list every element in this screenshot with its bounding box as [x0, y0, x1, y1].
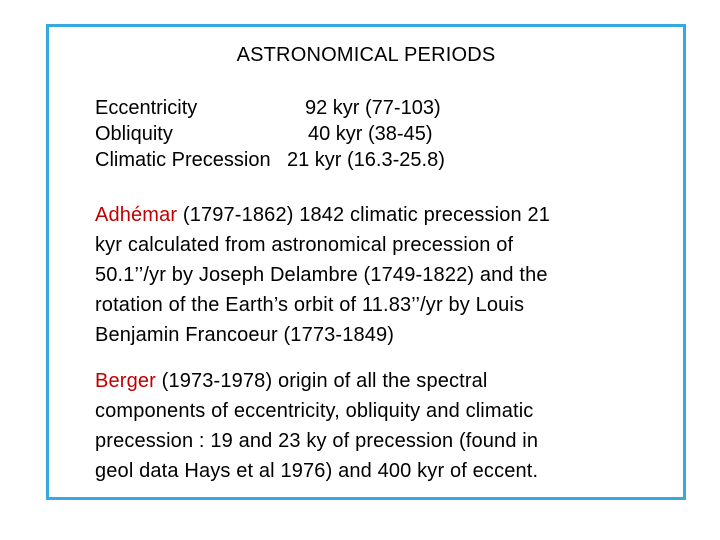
highlighted-name: Adhémar [95, 204, 178, 226]
paragraph-line [95, 200, 655, 230]
paragraph-line: 50.1’’/yr by Joseph Delambre (1749-1822) and the [95, 264, 548, 286]
period-value: 21 kyr (16.3-25.8) [287, 149, 445, 171]
period-name: Climatic Precession [95, 149, 271, 171]
paragraph-line: components of eccentricity, obliquity and climatic [95, 400, 534, 422]
adhemar-paragraph [95, 200, 655, 350]
paragraph-line: rotation of the Earth’s orbit of 11.83’’/yr by Louis [95, 294, 525, 316]
paragraph-line: Benjamin Francoeur (1773-1849) [95, 324, 395, 346]
paragraph-line: kyr calculated from astronomical precession of [95, 234, 514, 256]
paragraph-line [95, 366, 655, 396]
period-name: Eccentricity [95, 97, 198, 119]
paragraph-line: precession : 19 and 23 ky of precession (found in [95, 430, 539, 452]
period-value: 40 kyr (38-45) [308, 123, 433, 145]
line-text: (1973-1978) origin of all the spectral [155, 370, 488, 392]
berger-paragraph [95, 366, 655, 486]
slide-title: ASTRONOMICAL PERIODS [236, 44, 496, 66]
paragraph-line: geol data Hays et al 1976) and 400 kyr of eccent. [95, 460, 539, 482]
period-name: Obliquity [95, 123, 173, 145]
highlighted-name: Berger [95, 370, 156, 392]
line-text: (1797-1862) 1842 climatic precession 21 [177, 204, 551, 226]
period-value: 92 kyr (77-103) [305, 97, 441, 119]
